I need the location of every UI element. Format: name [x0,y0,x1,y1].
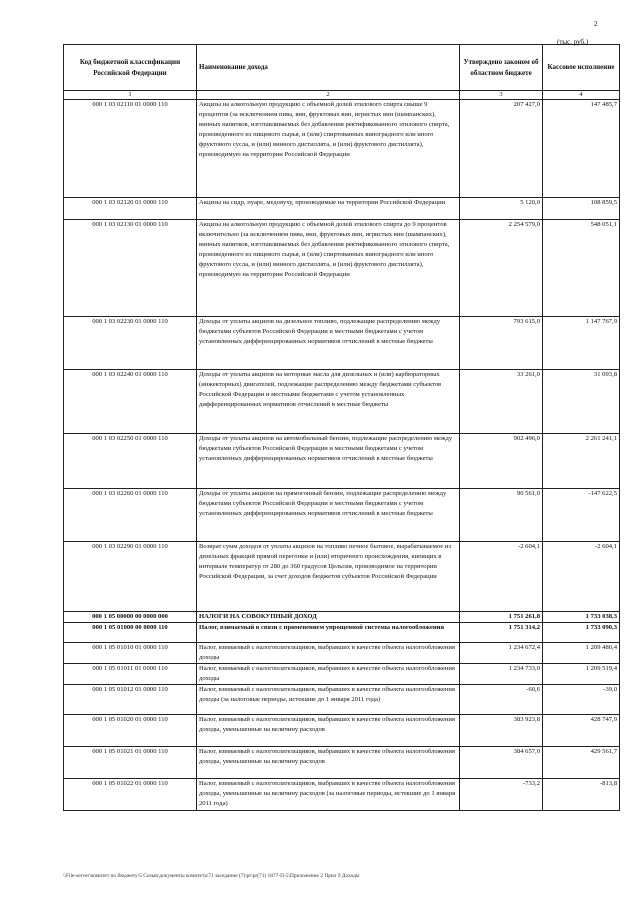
row-code: 000 1 05 01011 01 0000 110 [64,664,197,685]
row-approved: 1 751 261,8 [460,612,543,623]
row-code: 000 1 03 02130 01 0000 110 [64,220,197,317]
table-row [64,317,620,370]
row-cash: 428 747,9 [543,715,620,747]
row-name: Акцизы на алкогольную продукцию с объемной долей этилового спирта свыше 9 процентов (за исключением пива, вин, фруктовых вин, игристых вин (шампанских), винных напитков, изготавливаемых без добавления ректификованного этилового спирта, произведенного из пищевого сырья, и (или) спиртованных виноградного или иного фруктового сусла, и (или) винного дистиллята, и (или) фруктового дистиллята), производимую на территории Российской Федерации [197,100,460,198]
row-approved: 383 923,8 [460,715,543,747]
row-approved: 2 254 579,0 [460,220,543,317]
row-code: 000 1 05 01012 01 0000 110 [64,685,197,715]
table-row [64,643,620,664]
row-code: 000 1 05 01022 01 0000 110 [64,779,197,811]
page-number: 2 [594,20,598,28]
row-approved: 207 427,0 [460,100,543,198]
row-cash: -2 604,1 [543,542,620,612]
row-code: 000 1 05 01021 01 0000 110 [64,747,197,779]
revenue-table [63,44,620,811]
row-approved: 902 496,0 [460,434,543,489]
table-row [64,100,620,198]
column-number: 4 [543,91,620,100]
row-approved: -733,2 [460,779,543,811]
row-name: Налог, взимаемый с налогоплательщиков, выбравших в качестве объекта налогообложения доходы, уменьшенные на величину расходов [197,747,460,779]
row-name: Налог, взимаемый с налогоплательщиков, выбравших в качестве объекта налогообложения доходы [197,664,460,685]
table-row [64,747,620,779]
header-cash: Кассовое исполнение [543,45,620,91]
table-row [64,434,620,489]
row-approved: 384 657,0 [460,747,543,779]
header-row [64,45,620,91]
row-approved: 5 120,0 [460,198,543,220]
row-code: 000 1 03 02250 01 0000 110 [64,434,197,489]
table-body [64,100,620,811]
header-approved: Утверждено законом об областном бюджете [460,45,543,91]
row-code: 000 1 03 02230 01 0000 110 [64,317,197,370]
table-row [64,489,620,542]
row-name: Налог, взимаемый с налогоплательщиков, выбравших в качестве объекта налогообложения доходы (за налоговые периоды, истекшие до 1 января 2011 года) [197,685,460,715]
table-row [64,370,620,434]
row-approved: 793 615,0 [460,317,543,370]
row-code: 000 1 03 02290 01 0000 110 [64,542,197,612]
row-cash: 2 261 241,1 [543,434,620,489]
row-code: 000 1 05 01010 01 0000 110 [64,643,197,664]
row-cash: 1 733 038,3 [543,612,620,623]
row-cash: 147 485,7 [543,100,620,198]
table-row [64,685,620,715]
row-approved: -2 604,1 [460,542,543,612]
row-name: Доходы от уплаты акцизов на прямогонный бензин, подлежащие распределению между бюджетами субъектов Российской Федерации и местными бюджетами с учетом установленных дифференцированных нормативов отчислений в местные бюджеты [197,489,460,542]
row-cash: 1 147 767,9 [543,317,620,370]
row-name: Доходы от уплаты акцизов на моторные масла для дизельных и (или) карбюраторных (инжекторных) двигателей, подлежащие распределению между бюджетами субъектов Российской Федерации и местными бюджетами с учетом установленных дифференцированных нормативов отчислений в местные бюджеты [197,370,460,434]
table-row [64,623,620,643]
row-approved: 33 261,0 [460,370,543,434]
row-code: 000 1 03 02260 01 0000 110 [64,489,197,542]
row-cash: -39,0 [543,685,620,715]
row-name: Доходы от уплаты акцизов на дизельное топливо, подлежащие распределению между бюджетами субъектов Российской Федерации и местными бюджетами с учетом установленных дифференцированных нормативов отчислений в местные бюджеты [197,317,460,370]
row-name: Налог, взимаемый с налогоплательщиков, выбравших в качестве объекта налогообложения доходы, уменьшенные на величину расходов [197,715,460,747]
row-cash: 1 209 480,4 [543,643,620,664]
row-code: 000 1 05 00000 00 0000 000 [64,612,197,623]
row-approved: 1 234 672,4 [460,643,543,664]
header-code: Код бюджетной классификации Российской Федерации [64,45,197,91]
row-code: 000 1 03 02240 01 0000 110 [64,370,197,434]
row-code: 000 1 03 02110 01 0000 110 [64,100,197,198]
row-cash: 1 209 519,4 [543,664,620,685]
row-cash: 1 733 090,3 [543,623,620,643]
row-approved: 1 751 314,2 [460,623,543,643]
row-cash: 31 093,8 [543,370,620,434]
row-cash: 548 051,1 [543,220,620,317]
row-name: Акцизы на сидр, пуаре, медовуху, производимые на территории Российской Федерации [197,198,460,220]
header-name: Наименование дохода [197,45,460,91]
row-name: Акцизы на алкогольную продукцию с объемной долей этилового спирта до 9 процентов включительно (за исключением пива, вин, фруктовых вин, игристых вин (шампанских), винных напитков, изготавливаемых без добавления ректификованного этилового спирта, произведенного из пищевого сырья, и (или) спиртованных виноградного или иного фруктового сусла, и (или) винного дистиллята, и (или) фруктового дистиллята), производимую на территории Российской Федерации [197,220,460,317]
row-cash: -147 622,5 [543,489,620,542]
table-row [64,715,620,747]
row-code: 000 1 03 02120 01 0000 110 [64,198,197,220]
column-number: 1 [64,91,197,100]
row-cash: 429 561,7 [543,747,620,779]
row-approved: 90 561,0 [460,489,543,542]
file-path-footer: \\File-server\комитет по бюджету\5 Созыв\документы комитета\71 заседание (7)\pr\pr(71) 1877-П-5\Приложение 2 Прил 9 Доходы [63,873,360,879]
column-number-row [64,91,620,100]
table-row [64,220,620,317]
table-row [64,779,620,811]
row-code: 000 1 05 01000 00 0000 110 [64,623,197,643]
units-label: (тыс. руб.) [557,38,589,46]
row-code: 000 1 05 01020 01 0000 110 [64,715,197,747]
row-name: Доходы от уплаты акцизов на автомобильный бензин, подлежащие распределению между бюджетами субъектов Российской Федерации и местными бюджетами с учетом установленных дифференцированных нормативов отчислений в местные бюджеты [197,434,460,489]
table-row [64,198,620,220]
row-name: Возврат сумм доходов от уплаты акцизов на топливо печное бытовое, вырабатываемое из дизельных фракций прямой перегонки и (или) вторичного происхождения, кипящих в интервале температур от 280 до 360 градусов Цельсия, производимое на территории Российской Федерации, за счет доходов бюджетов субъектов Российской Федерации [197,542,460,612]
row-name: Налог, взимаемый с налогоплательщиков, выбравших в качестве объекта налогообложения доходы, уменьшенные на величину расходов (за налоговые периоды, истекшие до 1 января 2011 года) [197,779,460,811]
table-row [64,612,620,623]
row-name: Налог, взимаемый в связи с применением упрощенной системы налогообложения [197,623,460,643]
row-name: Налог, взимаемый с налогоплательщиков, выбравших в качестве объекта налогообложения доходы [197,643,460,664]
row-name: НАЛОГИ НА СОВОКУПНЫЙ ДОХОД [197,612,460,623]
table-row [64,542,620,612]
row-cash: -813,8 [543,779,620,811]
row-cash: 108 859,5 [543,198,620,220]
table-row [64,664,620,685]
row-approved: 1 234 733,0 [460,664,543,685]
column-number: 3 [460,91,543,100]
column-number: 2 [197,91,460,100]
row-approved: -60,6 [460,685,543,715]
